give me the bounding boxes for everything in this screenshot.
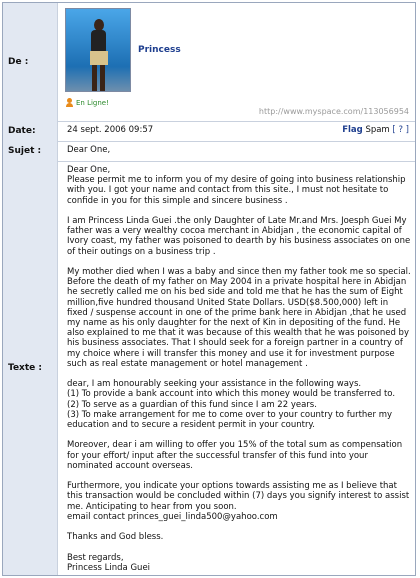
message-body: [67, 165, 411, 573]
body-paragraph-2: I am Princess Linda Guei .the only Daughter of Late Mr.and Mrs. Joesph Guei My father was a very wealthy cocoa merchant in Abidjan , the economic capital of Ivory coast, my father was poisoned to dearth by his business associates on one of their outings on a business trip .: [67, 216, 411, 257]
body-signature: Princess Linda Guei: [67, 562, 151, 573]
flag-spam-controls: Flag Spam [ ? ]: [342, 125, 409, 135]
flag-link[interactable]: Flag: [342, 125, 363, 135]
body-greeting: Dear One,: [67, 165, 111, 175]
label-de: De :: [3, 3, 58, 121]
sender-cell: [59, 3, 415, 121]
online-status: [65, 98, 109, 107]
message-view: [2, 2, 416, 576]
online-status-text: En Ligne!: [76, 98, 109, 107]
online-user-icon: [65, 98, 74, 107]
label-texte: Texte :: [3, 161, 58, 575]
row-date: [3, 121, 415, 142]
body-paragraph-3: My mother died when I was a baby and since then my father took me so special. Before the death of my father on May 2004 in a private hospital here in Abidjan he secretly called me on his bed side and told me that he has the sum of Eight million,five hundred thousand United State Dollars. USD($8.500,000) left in fixed / suspense account in one of the prime bank here in Abidjan ,that he used my name as his only daughter for the next of Kin in depositing of the fund. He also explained to me that it was because of this wealth that he was poisoned by his business associates. That I should seek for a foreign partner in a country of my choice where i will transfer this money and use it for investment purpose such as real estate management or hotel management .: [67, 267, 411, 369]
body-paragraph-6: Furthermore, you indicate your options towards assisting me as I believe that this transaction would be concluded within (7) days you signify interest to assist me. Anticipating to hear from you soon.: [67, 481, 410, 512]
row-subject: [3, 141, 415, 162]
profile-url: http://www.myspace.com/113056954: [258, 107, 409, 116]
body-email-contact: email contact princes_guei_linda500@yahoo.com: [67, 511, 278, 522]
body-list-item-3: (3) To make arrangement for me to come over to your country to further my education and to secure a resident permit in your country.: [67, 409, 393, 431]
spam-label: Spam: [365, 125, 390, 135]
message-date: 24 sept. 2006 09:57: [67, 125, 154, 135]
sender-name-link[interactable]: Princess: [138, 45, 181, 55]
body-list-item-2: (2) To serve as a guardian of this fund since I am 22 years.: [67, 399, 317, 410]
row-body: [3, 161, 415, 575]
body-regards: Best regards,: [67, 552, 124, 563]
spam-help-link[interactable]: ?: [398, 125, 403, 135]
body-thanks: Thanks and God bless.: [67, 532, 164, 543]
row-sender: [3, 3, 415, 122]
body-list-item-1: (1) To provide a bank account into which this money would be transferred to.: [67, 389, 396, 400]
label-sujet: Sujet :: [3, 141, 58, 161]
label-date: Date:: [3, 121, 58, 141]
message-subject: Dear One,: [67, 145, 111, 155]
body-paragraph-1: Please permit me to inform you of my desire of going into business relationship with you. I got your name and contact from this site., I must not hesitate to confide in you for this simple and sincere business .: [67, 175, 406, 206]
body-paragraph-4-intro: dear, I am honourably seeking your assistance in the following ways.: [67, 379, 362, 390]
sender-photo[interactable]: [65, 8, 131, 92]
body-paragraph-5: Moreover, dear i am willing to offer you 15% of the total sum as compensation for your effort/ input after the successful transfer of this fund into your nominated account overseas.: [67, 440, 403, 471]
